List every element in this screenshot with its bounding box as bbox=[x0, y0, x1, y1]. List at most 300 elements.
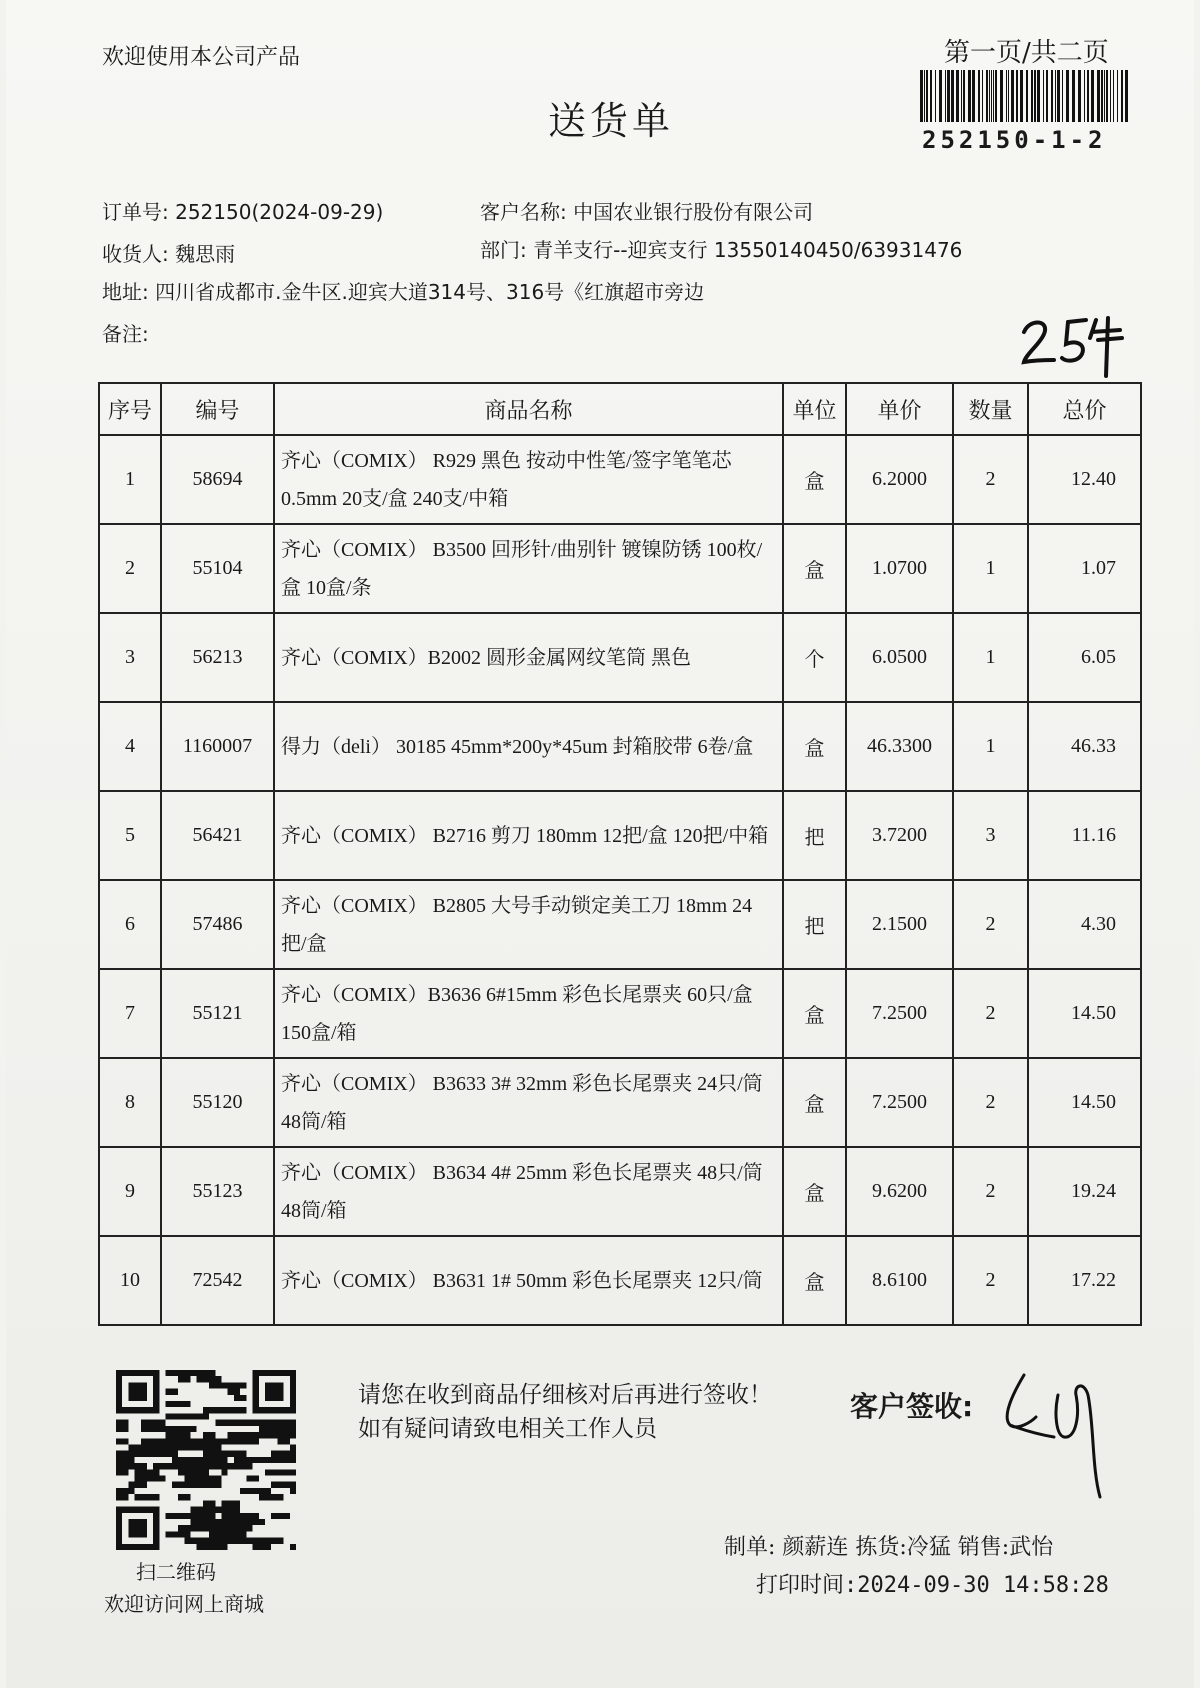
qr-module bbox=[228, 1525, 234, 1531]
cell-quantity: 2 bbox=[953, 880, 1028, 969]
qr-module bbox=[259, 1426, 265, 1432]
qr-module bbox=[116, 1519, 122, 1525]
qr-module bbox=[290, 1482, 296, 1488]
barcode-bar bbox=[1011, 70, 1014, 122]
qr-module bbox=[234, 1531, 240, 1537]
qr-module bbox=[184, 1376, 190, 1382]
qr-module bbox=[141, 1407, 147, 1413]
qr-module bbox=[240, 1513, 246, 1519]
qr-module bbox=[135, 1482, 141, 1488]
qr-module bbox=[265, 1382, 271, 1388]
qr-module bbox=[166, 1389, 172, 1395]
cell-unit-price: 6.2000 bbox=[846, 435, 953, 524]
customer-name-value: 中国农业银行股份有限公司 bbox=[573, 200, 814, 224]
department-label: 部门: bbox=[480, 238, 527, 262]
cell-unit: 个 bbox=[783, 613, 846, 702]
qr-module bbox=[141, 1426, 147, 1432]
qr-module bbox=[135, 1494, 141, 1500]
qr-module bbox=[178, 1413, 184, 1419]
qr-module bbox=[197, 1519, 203, 1525]
qr-module bbox=[116, 1389, 122, 1395]
qr-module bbox=[253, 1376, 259, 1382]
barcode-bar bbox=[963, 70, 965, 122]
qr-module bbox=[128, 1482, 134, 1488]
qr-module bbox=[215, 1382, 221, 1388]
qr-module bbox=[116, 1370, 122, 1376]
qr-module bbox=[147, 1438, 153, 1444]
department bbox=[480, 234, 962, 263]
qr-module bbox=[228, 1513, 234, 1519]
cell-code: 1160007 bbox=[161, 702, 274, 791]
qr-module bbox=[253, 1407, 259, 1413]
qr-module bbox=[203, 1544, 209, 1550]
qr-module bbox=[141, 1544, 147, 1550]
table-row bbox=[99, 791, 1141, 880]
qr-module bbox=[290, 1469, 296, 1475]
qr-module bbox=[203, 1519, 209, 1525]
qr-module bbox=[265, 1494, 271, 1500]
qr-module bbox=[178, 1463, 184, 1469]
qr-module bbox=[222, 1438, 228, 1444]
qr-module bbox=[240, 1432, 246, 1438]
qr-module bbox=[277, 1469, 283, 1475]
barcode-bar bbox=[1031, 70, 1033, 122]
qr-module bbox=[271, 1494, 277, 1500]
qr-module bbox=[147, 1476, 153, 1482]
qr-module bbox=[159, 1476, 165, 1482]
cell-seq: 3 bbox=[99, 613, 161, 702]
qr-module bbox=[159, 1444, 165, 1450]
qr-module bbox=[184, 1426, 190, 1432]
cell-quantity: 1 bbox=[953, 702, 1028, 791]
qr-module bbox=[222, 1513, 228, 1519]
qr-code bbox=[116, 1370, 296, 1550]
barcode-bar bbox=[1051, 70, 1053, 122]
qr-module bbox=[122, 1544, 128, 1550]
cell-unit-price: 8.6100 bbox=[846, 1236, 953, 1325]
qr-module bbox=[234, 1395, 240, 1401]
cell-unit-price: 6.0500 bbox=[846, 613, 953, 702]
qr-module bbox=[259, 1407, 265, 1413]
barcode-bar bbox=[956, 70, 959, 122]
qr-module bbox=[128, 1370, 134, 1376]
qr-module bbox=[284, 1457, 290, 1463]
cell-unit: 盒 bbox=[783, 524, 846, 613]
qr-module bbox=[184, 1476, 190, 1482]
qr-module bbox=[290, 1432, 296, 1438]
qr-module bbox=[141, 1482, 147, 1488]
qr-module bbox=[271, 1389, 277, 1395]
verification-notice: 请您在收到商品仔细核对后再进行签收！如有疑问请致电相关工作人员 bbox=[358, 1382, 772, 1442]
qr-module bbox=[135, 1382, 141, 1388]
qr-module bbox=[253, 1420, 259, 1426]
barcode-bar bbox=[991, 70, 992, 122]
barcode-bar bbox=[986, 70, 988, 122]
qr-module bbox=[215, 1507, 221, 1513]
qr-module bbox=[178, 1426, 184, 1432]
qr-module bbox=[147, 1451, 153, 1457]
cell-unit-price: 1.0700 bbox=[846, 524, 953, 613]
qr-module bbox=[209, 1476, 215, 1482]
order-number-label: 订单号: bbox=[102, 200, 169, 224]
cell-code: 72542 bbox=[161, 1236, 274, 1325]
cell-unit: 盒 bbox=[783, 435, 846, 524]
qr-module bbox=[265, 1389, 271, 1395]
qr-module bbox=[215, 1444, 221, 1450]
qr-module bbox=[159, 1438, 165, 1444]
barcode-bar bbox=[995, 70, 997, 122]
qr-module bbox=[147, 1469, 153, 1475]
cell-total: 4.30 bbox=[1028, 880, 1141, 969]
barcode-bar bbox=[1078, 70, 1081, 122]
qr-module bbox=[116, 1488, 122, 1494]
qr-module bbox=[253, 1476, 259, 1482]
qr-module bbox=[240, 1407, 246, 1413]
qr-module bbox=[277, 1370, 283, 1376]
qr-module bbox=[153, 1463, 159, 1469]
qr-module bbox=[141, 1451, 147, 1457]
qr-module bbox=[122, 1463, 128, 1469]
qr-module bbox=[166, 1444, 172, 1450]
qr-module bbox=[277, 1494, 283, 1500]
barcode bbox=[918, 70, 1132, 122]
cell-unit: 盒 bbox=[783, 1147, 846, 1236]
qr-module bbox=[141, 1519, 147, 1525]
qr-module bbox=[265, 1432, 271, 1438]
qr-module bbox=[222, 1544, 228, 1550]
qr-module bbox=[116, 1426, 122, 1432]
qr-module bbox=[271, 1469, 277, 1475]
qr-module bbox=[265, 1488, 271, 1494]
cell-seq: 2 bbox=[99, 524, 161, 613]
qr-module bbox=[209, 1500, 215, 1506]
qr-module bbox=[277, 1438, 283, 1444]
qr-module bbox=[153, 1376, 159, 1382]
cell-unit: 盒 bbox=[783, 969, 846, 1058]
qr-module bbox=[290, 1444, 296, 1450]
qr-module bbox=[203, 1370, 209, 1376]
qr-module bbox=[197, 1482, 203, 1488]
address bbox=[102, 276, 704, 305]
cell-total: 46.33 bbox=[1028, 702, 1141, 791]
barcode-bar bbox=[989, 70, 990, 122]
qr-module bbox=[197, 1438, 203, 1444]
qr-module bbox=[222, 1538, 228, 1544]
qr-module bbox=[228, 1507, 234, 1513]
cell-quantity: 2 bbox=[953, 1058, 1028, 1147]
qr-module bbox=[184, 1457, 190, 1463]
qr-module bbox=[253, 1401, 259, 1407]
qr-module bbox=[253, 1370, 259, 1376]
qr-module bbox=[147, 1370, 153, 1376]
qr-module bbox=[253, 1432, 259, 1438]
qr-module bbox=[197, 1476, 203, 1482]
qr-module bbox=[190, 1426, 196, 1432]
qr-module bbox=[197, 1513, 203, 1519]
qr-module bbox=[172, 1401, 178, 1407]
qr-module bbox=[277, 1426, 283, 1432]
qr-module bbox=[153, 1538, 159, 1544]
qr-module bbox=[190, 1370, 196, 1376]
qr-module bbox=[290, 1488, 296, 1494]
qr-module bbox=[122, 1426, 128, 1432]
qr-module bbox=[203, 1444, 209, 1450]
header-unit: 单位 bbox=[783, 383, 846, 435]
qr-module bbox=[178, 1494, 184, 1500]
qr-module bbox=[153, 1531, 159, 1537]
qr-module bbox=[209, 1451, 215, 1457]
qr-module bbox=[265, 1395, 271, 1401]
qr-module bbox=[277, 1432, 283, 1438]
qr-module bbox=[135, 1370, 141, 1376]
barcode-number: 252150-1-2 bbox=[922, 126, 1107, 154]
qr-module bbox=[222, 1407, 228, 1413]
qr-module bbox=[153, 1494, 159, 1500]
qr-module bbox=[234, 1407, 240, 1413]
staff-line: 制单: 颜薪连 拣货:冷猛 销售:武怡 bbox=[724, 1535, 1054, 1560]
qr-module bbox=[128, 1457, 134, 1463]
qr-module bbox=[234, 1451, 240, 1457]
qr-module bbox=[116, 1494, 122, 1500]
qr-module bbox=[259, 1544, 265, 1550]
qr-module bbox=[122, 1507, 128, 1513]
qr-module bbox=[153, 1370, 159, 1376]
header-seq: 序号 bbox=[99, 383, 161, 435]
qr-module bbox=[153, 1420, 159, 1426]
qr-module bbox=[203, 1457, 209, 1463]
qr-module bbox=[203, 1482, 209, 1488]
qr-module bbox=[259, 1519, 265, 1525]
qr-module bbox=[135, 1469, 141, 1475]
qr-module bbox=[184, 1413, 190, 1419]
qr-module bbox=[128, 1507, 134, 1513]
qr-module bbox=[166, 1463, 172, 1469]
qr-module bbox=[203, 1500, 209, 1506]
cell-seq: 1 bbox=[99, 435, 161, 524]
qr-module bbox=[172, 1426, 178, 1432]
remark-label: 备注: bbox=[102, 322, 149, 346]
qr-module bbox=[228, 1538, 234, 1544]
qr-module bbox=[240, 1463, 246, 1469]
qr-module bbox=[122, 1457, 128, 1463]
header-code: 编号 bbox=[161, 383, 274, 435]
qr-module bbox=[190, 1525, 196, 1531]
cell-unit-price: 7.2500 bbox=[846, 969, 953, 1058]
qr-module bbox=[116, 1513, 122, 1519]
qr-module bbox=[271, 1513, 277, 1519]
qr-module bbox=[197, 1538, 203, 1544]
qr-module bbox=[228, 1451, 234, 1457]
qr-module bbox=[246, 1525, 252, 1531]
qr-module bbox=[234, 1525, 240, 1531]
qr-module bbox=[190, 1476, 196, 1482]
qr-module bbox=[128, 1389, 134, 1395]
barcode-bar bbox=[978, 70, 980, 122]
qr-module bbox=[203, 1507, 209, 1513]
barcode-bar bbox=[924, 70, 925, 122]
qr-module bbox=[197, 1507, 203, 1513]
qr-caption-scan: 扫二维码 bbox=[136, 1560, 216, 1584]
header-quantity: 数量 bbox=[953, 383, 1028, 435]
qr-module bbox=[271, 1382, 277, 1388]
qr-module bbox=[116, 1382, 122, 1388]
qr-module bbox=[135, 1444, 141, 1450]
qr-module bbox=[215, 1519, 221, 1525]
qr-module bbox=[246, 1438, 252, 1444]
qr-module bbox=[209, 1513, 215, 1519]
qr-module bbox=[277, 1538, 283, 1544]
qr-module bbox=[116, 1376, 122, 1382]
qr-module bbox=[184, 1538, 190, 1544]
qr-module bbox=[147, 1494, 153, 1500]
qr-module bbox=[128, 1488, 134, 1494]
qr-module bbox=[190, 1444, 196, 1450]
qr-module bbox=[116, 1401, 122, 1407]
qr-module bbox=[222, 1507, 228, 1513]
qr-module bbox=[184, 1444, 190, 1450]
table-row bbox=[99, 702, 1141, 791]
qr-module bbox=[253, 1395, 259, 1401]
qr-module bbox=[190, 1438, 196, 1444]
qr-module bbox=[290, 1389, 296, 1395]
qr-module bbox=[271, 1538, 277, 1544]
qr-module bbox=[259, 1420, 265, 1426]
qr-module bbox=[209, 1382, 215, 1388]
page-indicator: 第一页/共二页 bbox=[944, 38, 1109, 68]
qr-module bbox=[166, 1451, 172, 1457]
qr-module bbox=[197, 1525, 203, 1531]
cell-seq: 7 bbox=[99, 969, 161, 1058]
qr-module bbox=[116, 1420, 122, 1426]
qr-module bbox=[284, 1370, 290, 1376]
qr-module bbox=[234, 1438, 240, 1444]
qr-module bbox=[153, 1525, 159, 1531]
cell-product-name: 齐心（COMIX） B3633 3# 32mm 彩色长尾票夹 24只/筒 48筒/箱 bbox=[274, 1058, 783, 1147]
qr-module bbox=[222, 1531, 228, 1537]
qr-module bbox=[290, 1370, 296, 1376]
qr-module bbox=[172, 1463, 178, 1469]
qr-module bbox=[178, 1376, 184, 1382]
qr-module bbox=[116, 1507, 122, 1513]
receiver-label: 收货人: bbox=[102, 242, 169, 266]
qr-module bbox=[128, 1382, 134, 1388]
barcode-bar bbox=[1097, 70, 1100, 122]
qr-module bbox=[246, 1519, 252, 1525]
qr-module bbox=[215, 1438, 221, 1444]
print-time: 打印时间:2024-09-30 14:58:28 bbox=[756, 1573, 1109, 1598]
qr-module bbox=[253, 1488, 259, 1494]
qr-module bbox=[147, 1426, 153, 1432]
qr-module bbox=[209, 1444, 215, 1450]
qr-module bbox=[259, 1457, 265, 1463]
qr-module bbox=[184, 1463, 190, 1469]
barcode-bar bbox=[939, 70, 942, 122]
qr-module bbox=[209, 1407, 215, 1413]
qr-module bbox=[197, 1463, 203, 1469]
cell-unit: 盒 bbox=[783, 1058, 846, 1147]
qr-module bbox=[166, 1370, 172, 1376]
table-header-row bbox=[99, 383, 1141, 435]
qr-module bbox=[290, 1376, 296, 1382]
remark bbox=[102, 318, 149, 347]
cell-quantity: 2 bbox=[953, 969, 1028, 1058]
qr-module bbox=[284, 1513, 290, 1519]
qr-module bbox=[228, 1531, 234, 1537]
cell-product-name: 齐心（COMIX） R929 黑色 按动中性笔/签字笔笔芯0.5mm 20支/盒 240支/中箱 bbox=[274, 435, 783, 524]
qr-module bbox=[166, 1432, 172, 1438]
qr-module bbox=[240, 1457, 246, 1463]
qr-module bbox=[284, 1438, 290, 1444]
qr-module bbox=[135, 1531, 141, 1537]
qr-module bbox=[259, 1538, 265, 1544]
qr-module bbox=[222, 1420, 228, 1426]
cell-code: 58694 bbox=[161, 435, 274, 524]
qr-module bbox=[265, 1420, 271, 1426]
qr-module bbox=[209, 1370, 215, 1376]
cell-unit-price: 3.7200 bbox=[846, 791, 953, 880]
qr-module bbox=[147, 1507, 153, 1513]
qr-module bbox=[209, 1376, 215, 1382]
qr-module bbox=[215, 1544, 221, 1550]
barcode-bar bbox=[1046, 70, 1048, 122]
qr-module bbox=[253, 1519, 259, 1525]
barcode-bar bbox=[1121, 70, 1123, 122]
qr-module bbox=[122, 1488, 128, 1494]
delivery-note-page bbox=[6, 0, 1194, 1688]
qr-module bbox=[197, 1370, 203, 1376]
qr-module bbox=[253, 1544, 259, 1550]
table-row bbox=[99, 1058, 1141, 1147]
cell-total: 14.50 bbox=[1028, 969, 1141, 1058]
barcode-bar bbox=[1026, 70, 1028, 122]
qr-module bbox=[290, 1407, 296, 1413]
qr-module bbox=[153, 1513, 159, 1519]
header-unit-price: 单价 bbox=[846, 383, 953, 435]
qr-module bbox=[172, 1531, 178, 1537]
cell-code: 56421 bbox=[161, 791, 274, 880]
qr-module bbox=[190, 1469, 196, 1475]
receiver-value: 魏思雨 bbox=[175, 242, 236, 266]
qr-module bbox=[122, 1469, 128, 1475]
qr-module bbox=[209, 1525, 215, 1531]
qr-module bbox=[265, 1407, 271, 1413]
barcode-bar bbox=[1016, 70, 1018, 122]
qr-module bbox=[122, 1451, 128, 1457]
qr-module bbox=[222, 1500, 228, 1506]
cell-product-name: 齐心（COMIX）B2002 圆形金属网纹笔筒 黑色 bbox=[274, 613, 783, 702]
cell-total: 14.50 bbox=[1028, 1058, 1141, 1147]
qr-module bbox=[159, 1420, 165, 1426]
qr-module bbox=[246, 1420, 252, 1426]
qr-module bbox=[271, 1482, 277, 1488]
qr-module bbox=[147, 1544, 153, 1550]
barcode-bar bbox=[1043, 70, 1044, 122]
qr-module bbox=[203, 1513, 209, 1519]
qr-module bbox=[166, 1513, 172, 1519]
cell-unit-price: 9.6200 bbox=[846, 1147, 953, 1236]
qr-module bbox=[290, 1457, 296, 1463]
qr-module bbox=[203, 1469, 209, 1475]
qr-module bbox=[228, 1432, 234, 1438]
qr-module bbox=[178, 1482, 184, 1488]
qr-module bbox=[166, 1413, 172, 1419]
cell-quantity: 2 bbox=[953, 435, 1028, 524]
barcode-bar bbox=[993, 70, 994, 122]
qr-module bbox=[277, 1451, 283, 1457]
barcode-bar bbox=[951, 70, 954, 122]
qr-module bbox=[190, 1513, 196, 1519]
barcode-bar bbox=[945, 70, 946, 122]
